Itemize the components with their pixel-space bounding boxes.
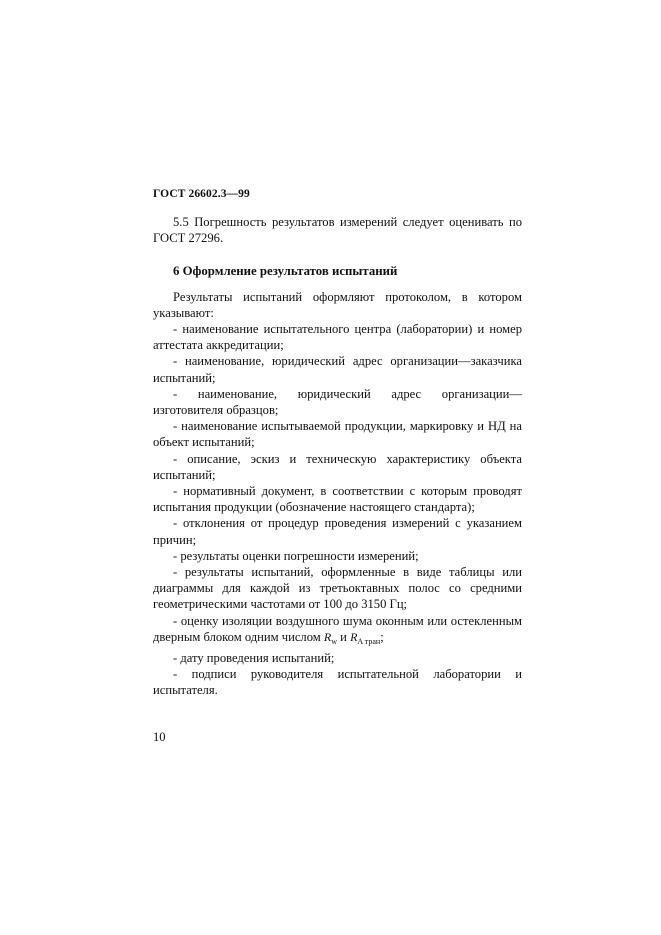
document-header: ГОСТ 26602.3—99	[153, 188, 250, 200]
document-body	[153, 214, 522, 699]
list-item: - описание, эскиз и техническую характеристику объекта испытаний;	[153, 451, 522, 482]
page-number: 10	[153, 730, 166, 744]
list-item-rating	[153, 613, 522, 650]
list-item: - дату проведения испытаний;	[173, 651, 335, 666]
list-item: - подписи руководителя испытательной лаборатории и испытателя.	[153, 667, 522, 698]
ra-symbol: R	[350, 629, 358, 644]
rw-symbol: R	[323, 629, 332, 644]
list-item: - наименование, юридический адрес организации—изготовителя образцов;	[153, 386, 522, 418]
paragraph-5-5: 5.5 Погрешность результатов измерений следует оценивать по ГОСТ 27296.	[153, 215, 522, 246]
list-item: - результаты оценки погрешности измерений;	[173, 548, 419, 563]
rw-subscript: w	[331, 636, 338, 646]
list-item: - наименование испытываемой продукции, маркировку и НД на объект испытаний;	[153, 419, 522, 450]
list-item: - наименование испытательного центра (лаборатории) и номер аттестата аккредитации;	[153, 322, 522, 353]
ra-subscript: A тран	[357, 636, 381, 646]
rating-suffix: ;	[380, 629, 384, 644]
rating-text: - оценку изоляции воздушного шума оконным или остекленным дверным блоком одним числом	[153, 613, 522, 644]
list-item: - нормативный документ, в соответствии с которым проводят испытания продукции (обозначение настоящего стандарта);	[153, 484, 522, 515]
section-heading: 6 Оформление результатов испытаний	[173, 264, 398, 279]
section-intro: Результаты испытаний оформляют протоколом, в котором указывают:	[153, 289, 522, 320]
list-item: - отклонения от процедур проведения измерений с указанием причин;	[153, 516, 522, 547]
conjunction: и	[340, 629, 347, 644]
list-item: - результаты испытаний, оформленные в виде таблицы или диаграммы для каждой из третьоктавных полос со средними геометрическими частотами от 100 до 3150 Гц;	[153, 565, 522, 612]
list-item: - наименование, юридический адрес организации—заказчика испытаний;	[153, 354, 522, 385]
